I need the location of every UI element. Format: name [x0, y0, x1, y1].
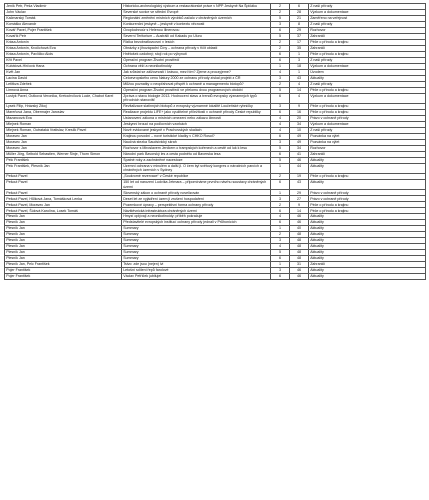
author-cell: Moravec Jan: [5, 145, 122, 151]
title-cell: Můžou poznatky o neopřahovat přispět k ochraně a managementu biotopů?: [122, 81, 271, 87]
title-cell: Summary: [122, 238, 271, 244]
issue-number-cell: 6: [271, 151, 290, 157]
title-cell: Slovenský zákon o ochraně přírody novelizován: [122, 190, 271, 196]
category-cell: Úvodem: [309, 69, 426, 75]
issue-number-cell: 6: [271, 179, 290, 189]
category-cell: Aktuality: [309, 238, 426, 244]
author-cell: Mlejnek Roman: [5, 121, 122, 127]
issue-number-cell: 2: [271, 202, 290, 208]
author-cell: Plesník Jan: [5, 255, 122, 261]
category-cell: Aktuality: [309, 232, 426, 238]
category-cell: Právo v ochraně přírody: [309, 115, 426, 121]
issue-number-cell: 6: [271, 273, 290, 279]
title-cell: Konkurenční jeskyně – jeskyně v kontextu věcnosti: [122, 21, 271, 27]
category-cell: Pozvánka na výlet: [309, 139, 426, 145]
author-cell: Mlejnek Roman, Outrataká Vratislav, Kreslík Pavel: [5, 127, 122, 133]
category-cell: Péče o přírodu a krajinu: [309, 103, 426, 109]
category-cell: Z naší přírody: [309, 4, 426, 10]
author-cell: Krása Antonín, Pavlíčko Alois: [5, 51, 122, 57]
author-cell: Mazancová Eva: [5, 115, 122, 121]
title-cell: Krajinou povodní – nové turistické kladky v CHKO Rosol?: [122, 133, 271, 139]
page-number-cell: 48: [290, 255, 309, 261]
title-cell: Ovoplochnoúr s Helenou Illnerovou: [122, 27, 271, 33]
table-row: [5, 163, 426, 173]
page-number-cell: 48: [290, 238, 309, 244]
title-cell: Ochrana věží a neonikotinoidy: [122, 63, 271, 69]
title-cell: Územní ochrana v minulém a další ji. O čem byl světový kongres o národních parcích a chráněných územích v Sydney: [122, 163, 271, 173]
category-cell: Aktuality: [309, 226, 426, 232]
page-number-cell: 43: [290, 75, 309, 81]
issue-number-cell: 5: [271, 15, 290, 21]
author-cell: Plesník Jan: [5, 250, 122, 256]
issue-number-cell: 3: [271, 21, 290, 27]
author-cell: Jeník Petr, Peša Vladimír: [5, 4, 122, 10]
page-number-cell: 44: [290, 163, 309, 173]
title-cell: Severní Teritorium – Austrálií od Kakadu po Uluru: [122, 33, 271, 39]
issue-number-cell: 6: [271, 27, 290, 33]
issue-number-cell: 1: [271, 226, 290, 232]
title-cell: „Soukromé rezervace“ v České republice: [122, 173, 271, 179]
author-cell: Letitkva Zdeňek: [5, 81, 122, 87]
title-cell: Summary: [122, 250, 271, 256]
category-cell: Aktuality: [309, 250, 426, 256]
category-cell: Aktuality: [309, 157, 426, 163]
issue-number-cell: 4: [271, 127, 290, 133]
page-number-cell: 14: [290, 87, 309, 93]
page-number-cell: 29: [290, 27, 309, 33]
category-cell: Z naší přírody: [309, 57, 426, 63]
page-number-cell: 43: [290, 179, 309, 189]
title-cell: Hmyzí oplývají a neonikotinoidy: příběh pokračuje: [122, 214, 271, 220]
page-number-cell: 46: [290, 157, 309, 163]
category-cell: Zahraničí: [309, 261, 426, 267]
issue-number-cell: 1: [271, 190, 290, 196]
author-cell: Komáško Alexandr: [5, 21, 122, 27]
author-cell: John Václav: [5, 9, 122, 15]
category-cell: Aktuality: [309, 179, 426, 189]
author-cell: Plesník Jan: [5, 226, 122, 232]
page-number-cell: 1: [290, 69, 309, 75]
author-cell: Kovařík Petr: [5, 33, 122, 39]
issue-number-cell: 1: [271, 163, 290, 173]
title-cell: Operační program Životní prostředí ve přelomu dvou programových období: [122, 87, 271, 93]
author-cell: Plesník Jan: [5, 244, 122, 250]
category-cell: Rozhovor: [309, 145, 426, 151]
title-cell: Deset let ze vyjádření územ ji zrušení hospodaření: [122, 196, 271, 202]
title-cell: Historicko-archeologický výzkum a restaurátorské práce v NPP Jeskyně Na Špičáku: [122, 4, 271, 10]
table-row: [5, 93, 426, 103]
author-cell: Pešout Pavel, Hůlková Jana, Tomášková Lenka: [5, 196, 122, 202]
category-cell: Z naší přírody: [309, 127, 426, 133]
category-cell: Zahraničí: [309, 33, 426, 39]
category-cell: Zaměřeno na veřejnost: [309, 15, 426, 21]
issue-number-cell: 3: [271, 267, 290, 273]
title-cell: Návštěvnická infrastruktura chráněných území: [122, 208, 271, 214]
author-cell: Pešout Pavel: [5, 173, 122, 179]
page-number-cell: 16: [290, 109, 309, 115]
category-cell: Péče o přírodu a krajinu: [309, 51, 426, 57]
page-number-cell: 41: [290, 151, 309, 157]
title-cell: Naučná stezka Saudsivický skrah: [122, 139, 271, 145]
category-cell: Péče o přírodu a krajinu: [309, 208, 426, 214]
title-cell: Spatné roky a zachráněné nacestoze: [122, 157, 271, 163]
category-cell: Péče o přírodu a krajinu: [309, 87, 426, 93]
title-cell: Pozemkové úpravy – perspektivní forma ochrany přírody: [122, 202, 271, 208]
title-cell: Regionální změnění místních výrobků začalo v chráněných územích: [122, 15, 271, 21]
title-cell: Jeskynní brouci na podlovních vzorkách: [122, 121, 271, 127]
page-number-cell: 10: [290, 127, 309, 133]
category-cell: Rozhovor: [309, 27, 426, 33]
category-cell: Péče o přírodu a krajinu: [309, 39, 426, 45]
issue-number-cell: 3: [271, 75, 290, 81]
category-cell: Právo v ochraně přírody: [309, 196, 426, 202]
author-cell: Křít Pavel: [5, 57, 122, 63]
page-number-cell: 40: [290, 226, 309, 232]
issue-number-cell: 3: [271, 196, 290, 202]
title-cell: Nově evidované jeskyně v Prachovských skalách: [122, 127, 271, 133]
table-row: [5, 273, 426, 279]
issue-number-cell: 6: [271, 133, 290, 139]
author-cell: Plesník Jan: [5, 232, 122, 238]
issue-number-cell: 2: [271, 173, 290, 179]
author-cell: Květ Jan: [5, 69, 122, 75]
issue-number-cell: 4: [271, 115, 290, 121]
page-number-cell: 19: [290, 173, 309, 179]
author-cell: Pešout Pavel, Moravec Jan: [5, 202, 122, 208]
author-cell: Pojer František: [5, 267, 122, 273]
title-cell: Tsivo: zde jsou (nejen) lvi: [122, 261, 271, 267]
page-number-cell: 4: [290, 93, 309, 103]
title-cell: Realizace projektu LIFE+ jako využitelné příležitosti v ochraně přírody České republiky: [122, 109, 271, 115]
issue-number-cell: 2: [271, 4, 290, 10]
category-cell: Výzkum a dokumentace: [309, 121, 426, 127]
category-cell: Aktuality: [309, 214, 426, 220]
category-cell: Zahraničí: [309, 151, 426, 157]
author-cell: Krása Antonín: [5, 39, 122, 45]
title-cell: Operační program Životní prostředí: [122, 57, 271, 63]
page-number-cell: 9: [290, 103, 309, 109]
category-cell: Zahraničí: [309, 45, 426, 51]
author-cell: Krása Antonín, Kročichová Eva: [5, 45, 122, 51]
issue-number-cell: 6: [271, 255, 290, 261]
page-number-cell: 4: [290, 81, 309, 87]
page-number-cell: 49: [290, 133, 309, 139]
author-cell: Plesník Jan: [5, 220, 122, 226]
title-cell: Hnětošek ozdobný; stojí rok po výhynutí: [122, 51, 271, 57]
category-cell: Z naší přírody: [309, 81, 426, 87]
issue-number-cell: 4: [271, 214, 290, 220]
issue-number-cell: 5: [271, 157, 290, 163]
category-cell: Péče o přírodu a krajinu: [309, 173, 426, 179]
issue-number-cell: 4: [271, 244, 290, 250]
issue-number-cell: 2: [271, 9, 290, 15]
author-cell: Mareňová Jana, Obermajer Jaroslav: [5, 109, 122, 115]
page-number-cell: 46: [290, 273, 309, 279]
issue-number-cell: 2: [271, 39, 290, 45]
issue-number-cell: 6: [271, 109, 290, 115]
author-cell: Limrová Anna: [5, 87, 122, 93]
author-cell: Lacina David: [5, 75, 122, 81]
page-number-cell: 20: [290, 115, 309, 121]
author-cell: Plesník Jan, Pelc František: [5, 261, 122, 267]
title-cell: Severské sovice ve střední Evropě: [122, 9, 271, 15]
page-number-cell: 3: [290, 57, 309, 63]
issue-number-cell: 4: [271, 69, 290, 75]
issue-number-cell: 6: [271, 57, 290, 63]
category-cell: Aktuality: [309, 75, 426, 81]
page-number-cell: 9: [290, 202, 309, 208]
title-cell: Summary: [122, 232, 271, 238]
category-cell: Výzkum a dokumentace: [309, 63, 426, 69]
page-number-cell: 29: [290, 190, 309, 196]
page-number-cell: 48: [290, 244, 309, 250]
page-number-cell: 1: [290, 51, 309, 57]
issue-number-cell: 6: [271, 51, 290, 57]
category-cell: Z naší přírody: [309, 21, 426, 27]
author-cell: Kubátová-Hirčová Hana: [5, 63, 122, 69]
page-number-cell: 34: [290, 145, 309, 151]
author-cell: Pešout Pavel: [5, 190, 122, 196]
title-cell: Rizika bezobratlovcovní v lesích: [122, 39, 271, 45]
author-cell: Müller Jörg, Seibold Sebastien, Werner Šinje, Thorn Simon: [5, 151, 122, 157]
issue-number-cell: 6: [271, 208, 290, 214]
page-number-cell: 48: [290, 250, 309, 256]
issue-number-cell: 5: [271, 87, 290, 93]
author-cell: Pelc František: [5, 157, 122, 163]
title-cell: Celoevropského cenu Natury 2000 ze ochranu přírody získal projekt z ČR: [122, 75, 271, 81]
title-cell: Revitalizace slatinných biotopů z evropsky významné lokalitě Loučeňské rybníčky: [122, 103, 271, 109]
page-number-cell: 46: [290, 220, 309, 226]
title-cell: Rozhovor s Miroslavem Jeníkem o trampských kořenech a cestě od luk k lesu: [122, 145, 271, 151]
page-number-cell: 49: [290, 139, 309, 145]
page-number-cell: 48: [290, 232, 309, 238]
title-cell: Národní park Bavorský les a cesta podnětu od Baverska lesa: [122, 151, 271, 157]
issue-number-cell: 1: [271, 63, 290, 69]
page-number-cell: 21: [290, 15, 309, 21]
title-cell: Václav Petříček jubiluje!: [122, 273, 271, 279]
category-cell: Aktuality: [309, 244, 426, 250]
issue-number-cell: 2: [271, 45, 290, 51]
author-cell: Pešout Pavel, Šúlová Karolína, Losek Tomáš: [5, 208, 122, 214]
title-cell: Jak srůstat se zálžovností i krásou, mezi tím? Zjeme a proczyjeme?: [122, 69, 271, 75]
author-cell: Lysek Filip, Hrázský Zikoj: [5, 103, 122, 109]
category-cell: Aktuality: [309, 220, 426, 226]
title-cell: Summary: [122, 226, 271, 232]
category-cell: Péče o přírodu a krajinu: [309, 202, 426, 208]
issue-number-cell: 1: [271, 261, 290, 267]
page-number-cell: 35: [290, 45, 309, 51]
title-cell: Summary: [122, 244, 271, 250]
author-cell: Moravec Jan: [5, 133, 122, 139]
page-number-cell: 34: [290, 121, 309, 127]
category-cell: Péče o přírodu a krajinu: [309, 109, 426, 115]
category-cell: Aktuality: [309, 255, 426, 261]
author-cell: Kovář Pavel, Pojer František: [5, 27, 122, 33]
page-number-cell: 31: [290, 261, 309, 267]
author-cell: Lustyk Pavel, Outková Veronika, Kretochvílová Lucie, Chabot Karel: [5, 93, 122, 103]
issue-number-cell: 3: [271, 238, 290, 244]
page-number-cell: 18: [290, 63, 309, 69]
issue-number-cell: 6: [271, 220, 290, 226]
category-cell: Výzkum a dokumentace: [309, 9, 426, 15]
page-number-cell: 6: [290, 4, 309, 10]
page-number-cell: 17: [290, 39, 309, 45]
title-cell: Obrázky z jihozápadní Číny – ochrana přírody v říčit oblasti: [122, 45, 271, 51]
title-cell: 150 let od narození Ludvíka Jetmara – připomínáme prvního návrhu soustavy chráněných území: [122, 179, 271, 189]
issue-number-cell: 4: [271, 121, 290, 127]
issue-number-cell: 3: [271, 103, 290, 109]
category-cell: Aktuality: [309, 273, 426, 279]
title-cell: Zpráva o stavu biologie 2013. Hodnocení stavu a trendů evropsky významných typů přírodních stanovišť: [122, 93, 271, 103]
table-row: [5, 179, 426, 189]
category-cell: Výzkum a dokumentace: [309, 93, 426, 103]
author-cell: Plesník Jan: [5, 238, 122, 244]
author-cell: Kačmarský Tomáš: [5, 15, 122, 21]
page-number-cell: 14: [290, 208, 309, 214]
page-number-cell: 46: [290, 214, 309, 220]
author-cell: Pojer František: [5, 273, 122, 279]
category-cell: Aktuality: [309, 163, 426, 173]
issue-number-cell: 5: [271, 250, 290, 256]
title-cell: Ustanovení zákona o místních omezení nebo zákazu činnosti: [122, 115, 271, 121]
title-cell: Letošní sdílení řepů farolové: [122, 267, 271, 273]
category-cell: Aktuality: [309, 267, 426, 273]
author-cell: Pelc František, Plesník Jan: [5, 163, 122, 173]
issue-number-cell: 2: [271, 81, 290, 87]
page-number-cell: 46: [290, 267, 309, 273]
author-cell: Pešout Pavel: [5, 179, 122, 189]
page-number-cell: 27: [290, 196, 309, 202]
author-cell: Moravec Jan: [5, 139, 122, 145]
title-cell: Představitelé evropských institucí ochrany přírody jednali v Průhonicích: [122, 220, 271, 226]
author-cell: Plesník Jan: [5, 214, 122, 220]
page-number-cell: 28: [290, 9, 309, 15]
issue-number-cell: 5: [271, 145, 290, 151]
page-number-cell: 8: [290, 21, 309, 27]
title-cell: Summary: [122, 255, 271, 261]
issue-number-cell: 5: [271, 33, 290, 39]
issue-number-cell: 6: [271, 93, 290, 103]
issue-number-cell: 2: [271, 232, 290, 238]
category-cell: Pozvánka na výlet: [309, 133, 426, 139]
issue-number-cell: 3: [271, 139, 290, 145]
article-index-table: [4, 3, 426, 280]
category-cell: Právo v ochraně přírody: [309, 190, 426, 196]
page-number-cell: 37: [290, 33, 309, 39]
